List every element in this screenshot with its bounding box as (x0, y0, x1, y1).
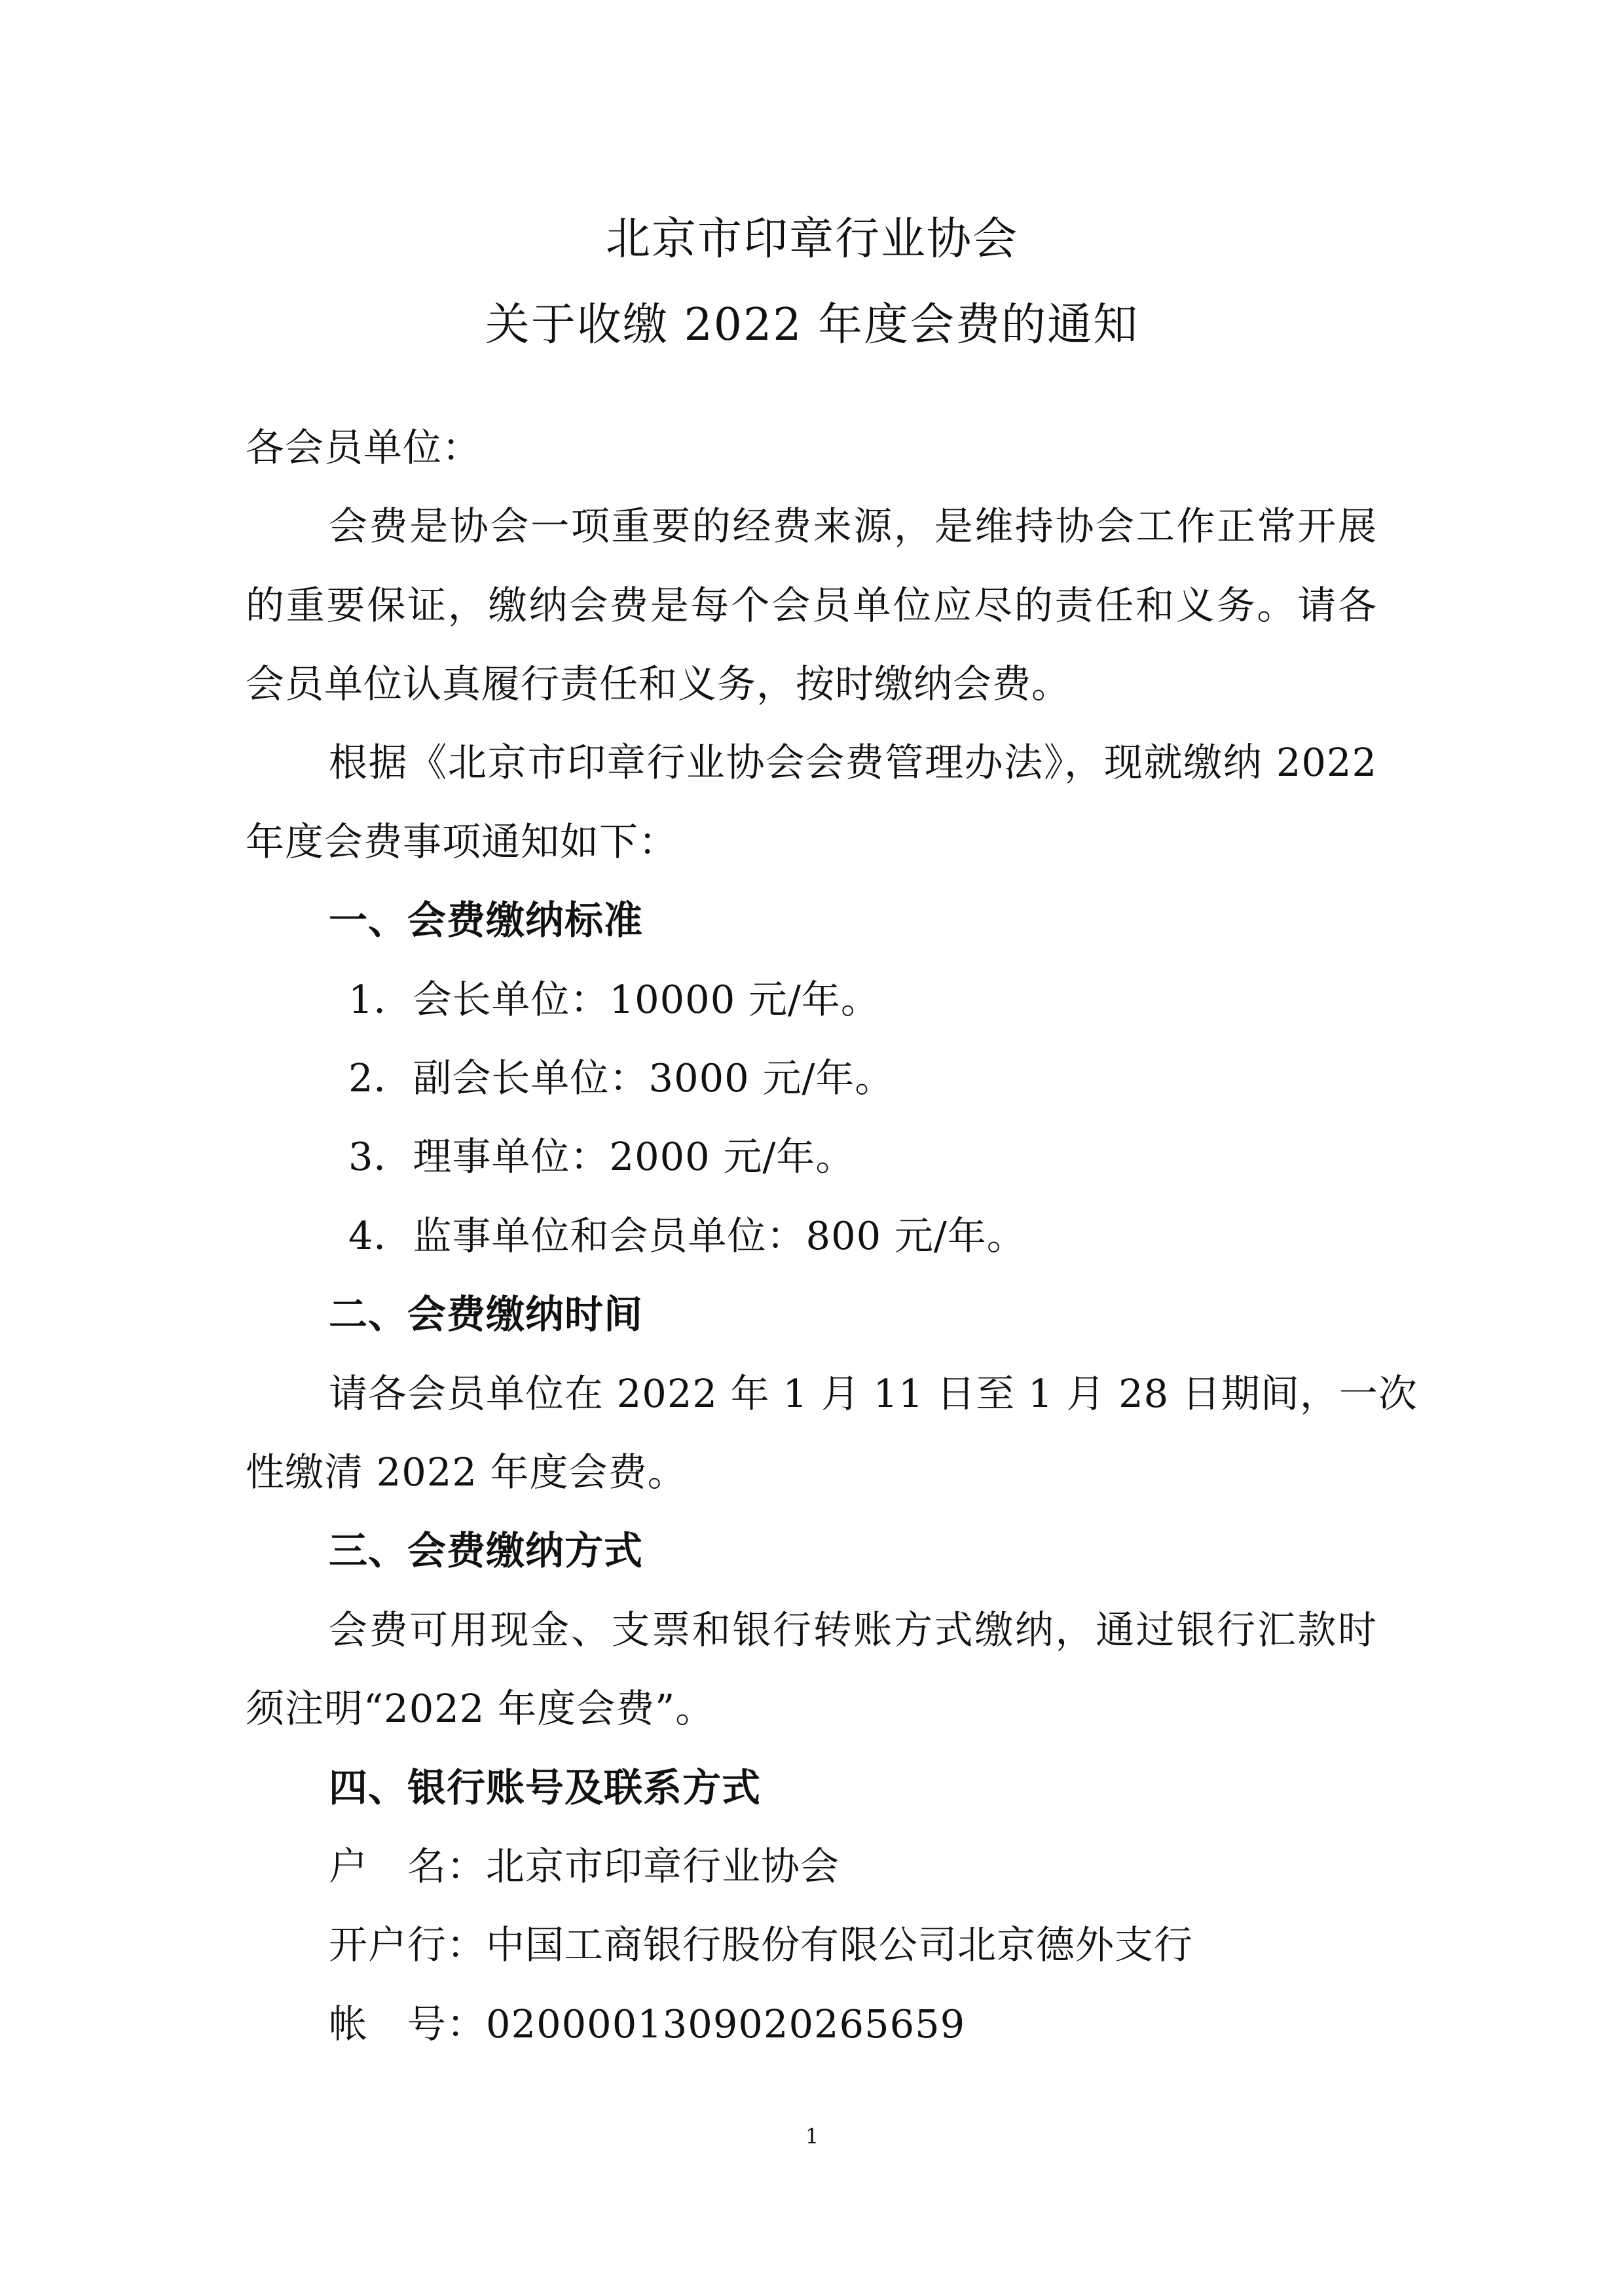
intro-para2-line1: 根据《北京市印章行业协会会费管理办法》，现就缴纳 2022 (329, 740, 1377, 785)
fee-item-president: 1．会长单位：10000 元/年。 (348, 977, 880, 1022)
intro-para2-line2: 年度会费事项通知如下： (246, 819, 678, 864)
time-line1: 请各会员单位在 2022 年 1 月 11 日至 1 月 28 日期间，一次 (329, 1371, 1418, 1416)
fee-item-vice-president: 2．副会长单位：3000 元/年。 (348, 1055, 895, 1101)
section-heading-time: 二、会费缴纳时间 (329, 1292, 644, 1337)
section-heading-method: 三、会费缴纳方式 (329, 1528, 644, 1573)
method-line1: 会费可用现金、支票和银行转账方式缴纳，通过银行汇款时 (329, 1607, 1377, 1652)
document-title-line1: 北京市印章行业协会 (605, 213, 1018, 265)
bank-name: 开户行：中国工商银行股份有限公司北京德外支行 (329, 1922, 1194, 1967)
intro-para1-line2: 的重要保证，缴纳会费是每个会员单位应尽的责任和义务。请各 (246, 583, 1377, 628)
bank-account-number: 帐 号：0200001309020265659 (329, 2001, 966, 2047)
page-number: 1 (805, 2124, 819, 2149)
time-line2: 性缴清 2022 年度会费。 (246, 1449, 687, 1495)
salutation: 各会员单位： (246, 425, 482, 470)
section-heading-bank: 四、银行账号及联系方式 (329, 1765, 762, 1810)
method-line2: 须注明“2022 年度会费”。 (246, 1686, 715, 1731)
document-title-line2: 关于收缴 2022 年度会费的通知 (485, 299, 1139, 351)
intro-para1-line1: 会费是协会一项重要的经费来源，是维持协会工作正常开展 (329, 503, 1377, 549)
intro-para1-line3: 会员单位认真履行责任和义务，按时缴纳会费。 (246, 661, 1071, 706)
section-heading-standard: 一、会费缴纳标准 (329, 898, 644, 943)
fee-item-supervisor-member: 4．监事单位和会员单位：800 元/年。 (348, 1213, 1026, 1258)
bank-account-name: 户 名：北京市印章行业协会 (329, 1844, 840, 1889)
fee-item-director: 3．理事单位：2000 元/年。 (348, 1134, 855, 1179)
